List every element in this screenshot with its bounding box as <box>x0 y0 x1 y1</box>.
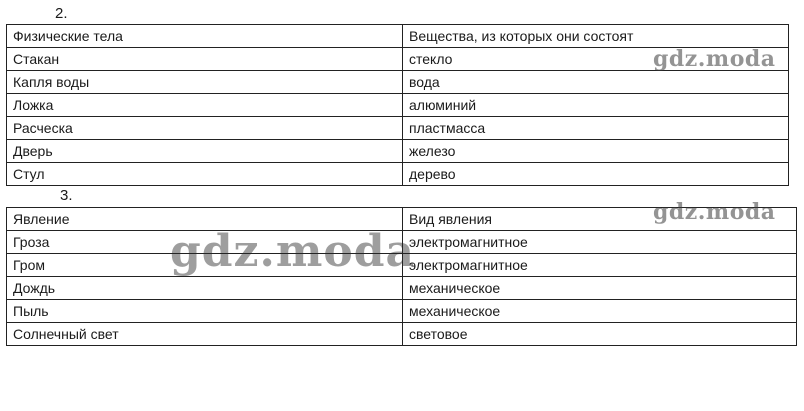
phenomenon-type-cell: механическое <box>403 300 797 323</box>
header-cell: Вид явления <box>403 208 797 231</box>
phenomenon-cell: Гроза <box>7 231 403 254</box>
body-cell: Дверь <box>7 140 403 163</box>
exercise-number-2: 2. <box>55 5 68 22</box>
exercise-number-3: 3. <box>60 187 73 204</box>
table-row <box>7 94 789 117</box>
phenomenon-cell: Пыль <box>7 300 403 323</box>
phenomenon-cell: Гром <box>7 254 403 277</box>
substance-cell: алюминий <box>403 94 789 117</box>
substance-cell: железо <box>403 140 789 163</box>
watermark-large: gdz.moda <box>170 226 416 277</box>
substance-cell: дерево <box>403 163 789 186</box>
table-row <box>7 140 789 163</box>
phenomenon-type-cell: световое <box>403 323 797 346</box>
table-row <box>7 300 797 323</box>
body-cell: Расческа <box>7 117 403 140</box>
phenomenon-type-cell: механическое <box>403 277 797 300</box>
phenomenon-type-cell: электромагнитное <box>403 231 797 254</box>
watermark: gdz.moda <box>653 199 776 225</box>
phenomenon-cell: Солнечный свет <box>7 323 403 346</box>
phenomenon-cell: Дождь <box>7 277 403 300</box>
table-row <box>7 277 797 300</box>
substance-cell: пластмасса <box>403 117 789 140</box>
table-row <box>7 323 797 346</box>
table-row <box>7 117 789 140</box>
header-cell: Явление <box>7 208 403 231</box>
body-cell: Капля воды <box>7 71 403 94</box>
substance-cell: вода <box>403 71 789 94</box>
body-cell: Стул <box>7 163 403 186</box>
table-row <box>7 163 789 186</box>
table-row <box>7 71 789 94</box>
phenomenon-type-cell: электромагнитное <box>403 254 797 277</box>
body-cell: Ложка <box>7 94 403 117</box>
watermark: gdz.moda <box>653 46 776 72</box>
body-cell: Стакан <box>7 48 403 71</box>
header-cell: Физические тела <box>7 25 403 48</box>
table-header-row <box>7 25 789 48</box>
header-cell: Вещества, из которых они состоят <box>403 25 789 48</box>
substance-cell: стекло <box>403 48 789 71</box>
